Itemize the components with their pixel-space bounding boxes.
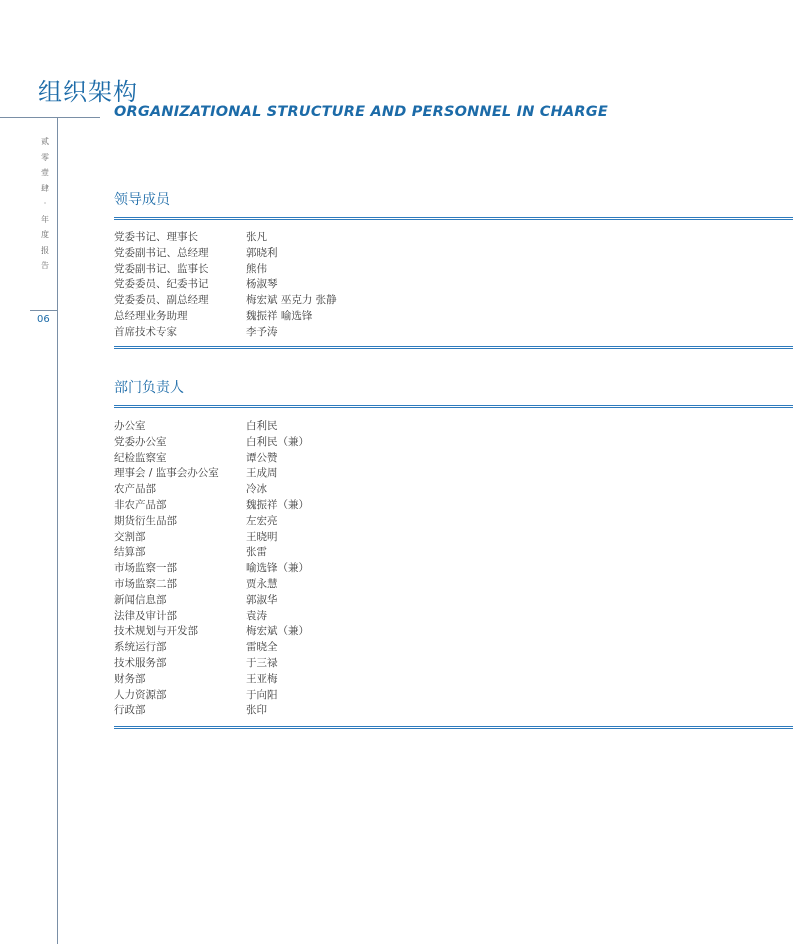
person-name: 熊伟 xyxy=(246,262,267,275)
list-item xyxy=(114,530,793,546)
list-item xyxy=(114,419,793,435)
position-title: 办公室 xyxy=(114,420,146,432)
position-title: 期货衍生品部 xyxy=(114,514,177,527)
person-name: 冷冰 xyxy=(246,483,267,496)
person-name: 白利民 xyxy=(246,420,278,432)
side-char: 壹 xyxy=(41,168,49,177)
person-name: 梅宏斌 巫克力 张静 xyxy=(246,294,337,307)
person-name: 王晓明 xyxy=(246,530,278,543)
person-name: 左宏亮 xyxy=(246,514,278,527)
position-title: 党委办公室 xyxy=(114,435,167,448)
list-item xyxy=(114,230,793,246)
person-name: 王亚梅 xyxy=(246,672,278,685)
position-title: 党委书记、理事长 xyxy=(114,231,198,243)
position-title: 农产品部 xyxy=(114,483,156,496)
page-number-rule xyxy=(30,310,58,311)
leadership-bottom-rule xyxy=(114,346,793,349)
side-char: 肆 xyxy=(41,183,49,193)
side-running-title xyxy=(38,134,52,274)
position-title: 理事会 / 监事会办公室 xyxy=(114,467,219,480)
list-item xyxy=(114,262,793,278)
list-item xyxy=(114,309,793,325)
departments-list xyxy=(114,419,793,719)
list-item xyxy=(114,609,793,625)
person-name: 雷晓全 xyxy=(246,641,278,654)
list-item xyxy=(114,514,793,530)
position-title: 法律及审计部 xyxy=(114,609,177,622)
person-name: 袁涛 xyxy=(246,609,267,622)
list-item xyxy=(114,435,793,451)
side-char: 零 xyxy=(41,152,49,162)
position-title: 市场监察二部 xyxy=(114,577,177,590)
person-name: 梅宏斌（兼） xyxy=(246,625,309,638)
person-name: 郭淑华 xyxy=(246,593,278,606)
person-name: 谭公赞 xyxy=(246,451,278,464)
side-char: 告 xyxy=(41,261,49,270)
side-char: 年 xyxy=(41,214,49,224)
list-item xyxy=(114,246,793,262)
list-item xyxy=(114,640,793,656)
list-item xyxy=(114,688,793,704)
position-title: 党委委员、纪委书记 xyxy=(114,278,209,291)
person-name: 王成周 xyxy=(246,467,278,480)
list-item xyxy=(114,451,793,467)
person-name: 郭晓利 xyxy=(246,246,278,259)
person-name: 喻选锋（兼） xyxy=(246,562,309,575)
leadership-section-title: 领导成员 xyxy=(114,192,170,208)
person-name: 魏振祥（兼） xyxy=(246,498,309,511)
position-title: 非农产品部 xyxy=(114,498,167,511)
position-title: 市场监察一部 xyxy=(114,562,177,575)
position-title: 结算部 xyxy=(114,546,146,559)
page-number: 06 xyxy=(37,314,50,325)
departments-top-rule xyxy=(114,405,793,408)
person-name: 杨淑琴 xyxy=(246,278,278,291)
page-title: 组织架构 xyxy=(38,78,138,106)
list-item xyxy=(114,325,793,341)
list-item xyxy=(114,593,793,609)
position-title: 党委副书记、总经理 xyxy=(114,246,209,259)
side-vertical-rule xyxy=(57,118,58,944)
list-item xyxy=(114,482,793,498)
position-title: 总经理业务助理 xyxy=(114,309,188,322)
departments-bottom-rule xyxy=(114,726,793,729)
person-name: 于向阳 xyxy=(246,688,278,701)
list-item xyxy=(114,672,793,688)
list-item xyxy=(114,577,793,593)
position-title: 人力资源部 xyxy=(114,688,167,701)
list-item xyxy=(114,656,793,672)
list-item xyxy=(114,703,793,719)
position-title: 技术服务部 xyxy=(114,656,167,669)
list-item xyxy=(114,293,793,309)
person-name: 白利民（兼） xyxy=(246,435,309,448)
side-char: 报 xyxy=(41,245,49,255)
person-name: 李予涛 xyxy=(246,325,278,338)
list-item xyxy=(114,466,793,482)
position-title: 党委副书记、监事长 xyxy=(114,262,209,275)
position-title: 纪检监察室 xyxy=(114,451,167,464)
leadership-top-rule xyxy=(114,217,793,220)
side-char: · xyxy=(43,199,47,208)
position-title: 技术规划与开发部 xyxy=(114,625,198,638)
list-item xyxy=(114,561,793,577)
list-item xyxy=(114,545,793,561)
person-name: 张印 xyxy=(246,704,267,717)
position-title: 首席技术专家 xyxy=(114,325,177,338)
leadership-list xyxy=(114,230,793,341)
position-title: 财务部 xyxy=(114,672,146,685)
person-name: 贾永慧 xyxy=(246,577,278,590)
header-rule xyxy=(0,117,100,118)
side-char: 度 xyxy=(41,230,49,239)
departments-section-title: 部门负责人 xyxy=(114,380,184,396)
person-name: 于三禄 xyxy=(246,656,278,669)
person-name: 张雷 xyxy=(246,546,267,559)
position-title: 行政部 xyxy=(114,704,146,717)
side-char: 贰 xyxy=(41,137,49,146)
position-title: 交割部 xyxy=(114,530,146,543)
list-item xyxy=(114,498,793,514)
position-title: 党委委员、副总经理 xyxy=(114,294,209,307)
list-item xyxy=(114,624,793,640)
position-title: 新闻信息部 xyxy=(114,593,167,606)
page-subtitle: ORGANIZATIONAL STRUCTURE AND PERSONNEL IN CHARGE xyxy=(114,104,608,120)
position-title: 系统运行部 xyxy=(114,641,167,654)
person-name: 张凡 xyxy=(246,231,267,243)
person-name: 魏振祥 喻选锋 xyxy=(246,309,313,322)
list-item xyxy=(114,277,793,293)
